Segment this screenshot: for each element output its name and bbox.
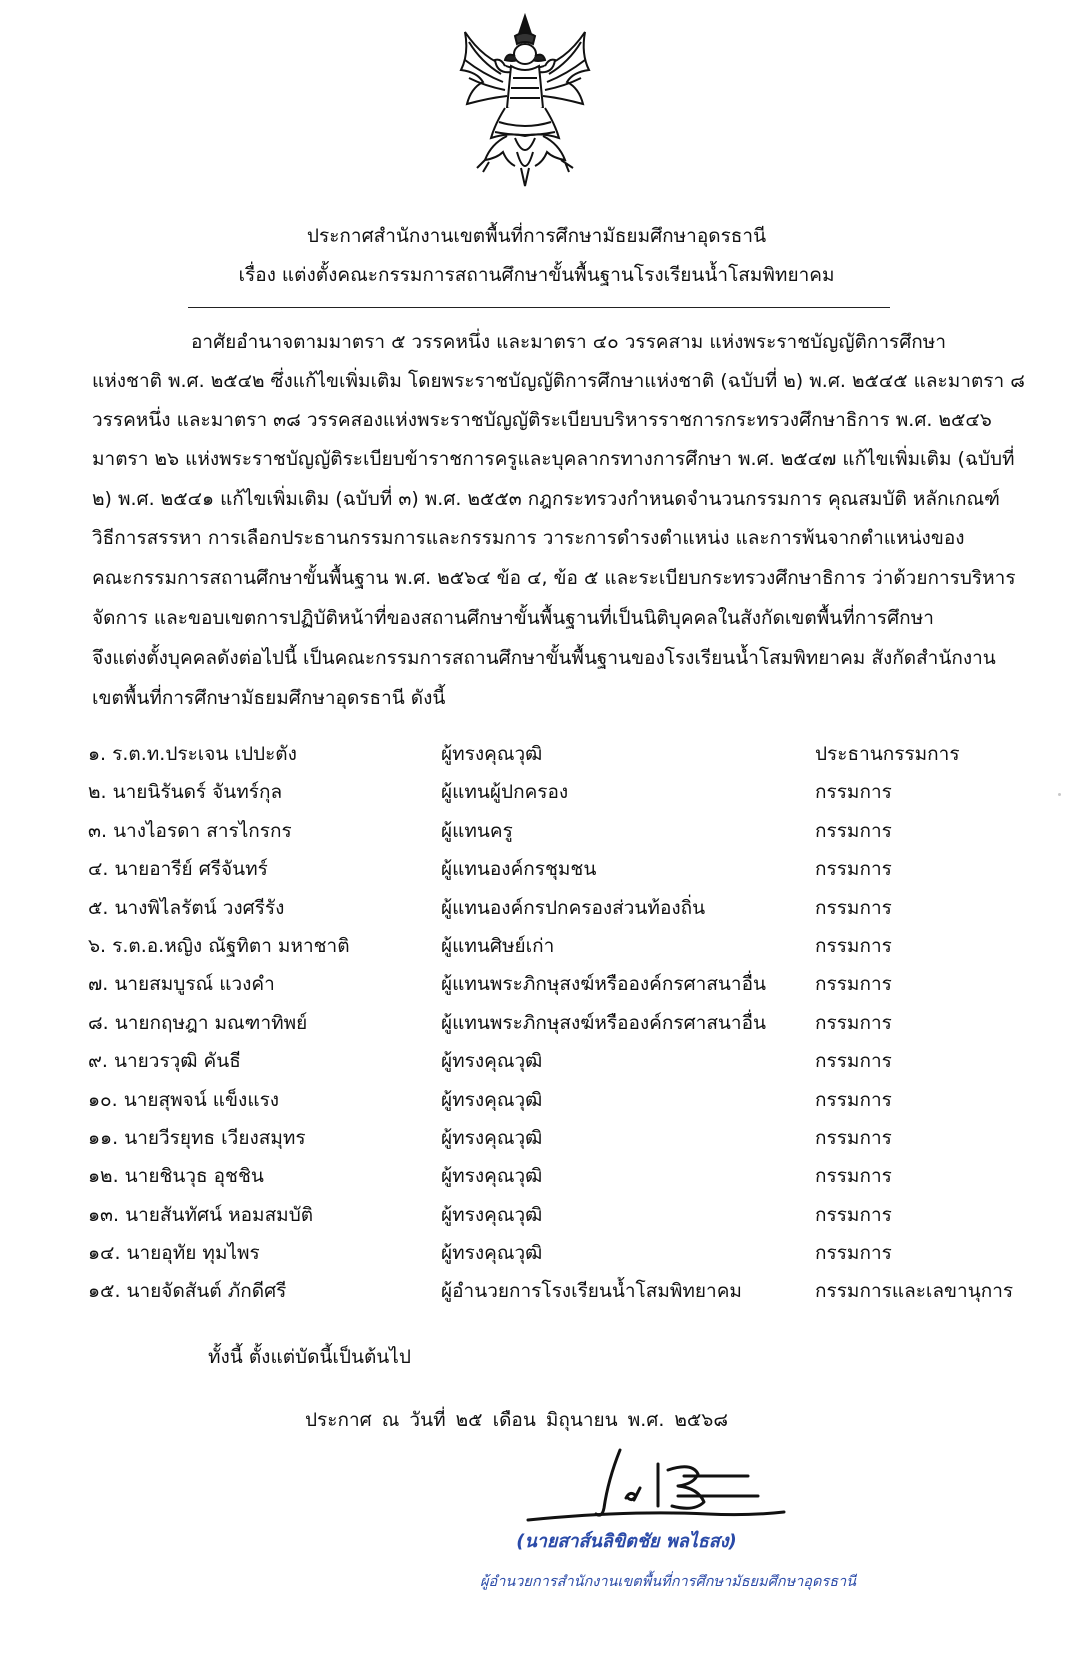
member-name: ๑๕. นายจัดสันต์ ภักดีศรี (88, 1280, 287, 1303)
member-name: ๘. นายกฤษฎา มณฑาทิพย์ (88, 1011, 308, 1034)
member-row (0, 1200, 1073, 1238)
body-line-2: แห่งชาติ พ.ศ. ๒๕๔๒ ซึ่งแก้ไขเพิ่มเติม โดยพระราชบัญญัติการศึกษาแห่งชาติ (ฉบับที่ ๒) พ.ศ. ๒๕๔๕ และมาตรา ๘ (92, 370, 1025, 392)
member-position: กรรมการ (815, 1126, 892, 1149)
handwritten-signature-icon (508, 1440, 808, 1530)
body-line-7: คณะกรรมการสถานศึกษาขั้นพื้นฐาน พ.ศ. ๒๕๖๔ ข้อ ๔, ข้อ ๕ และระเบียบกระทรวงศึกษาธิการ ว่าด้วยการบริหาร (92, 567, 1016, 589)
announcement-date: ประกาศ ณ วันที่ ๒๕ เดือน มิถุนายน พ.ศ. ๒๕๖๘ (305, 1409, 729, 1431)
member-name: ๑๓. นายสันทัศน์ หอมสมบัติ (88, 1203, 314, 1226)
member-position: กรรมการ (815, 934, 892, 957)
member-position: กรรมการ (815, 1203, 892, 1226)
member-row (0, 969, 1073, 1007)
member-row (0, 854, 1073, 892)
member-position: ประธานกรรมการ (815, 743, 960, 765)
member-representation: ผู้แทนพระภิกษุสงฆ์หรือองค์กรศาสนาอื่น (441, 973, 766, 996)
member-name: ๑. ร.ต.ท.ประเจน เปปะตัง (88, 743, 297, 765)
header-divider (188, 307, 890, 308)
member-row (0, 1085, 1073, 1123)
committee-member-list (0, 739, 1073, 1315)
member-name: ๓. นางไอรดา สารไกรกร (88, 819, 292, 842)
member-representation: ผู้ทรงคุณวุฒิ (441, 1203, 543, 1226)
member-position: กรรมการ (815, 1242, 892, 1265)
member-position: กรรมการ (815, 1088, 892, 1111)
member-representation: ผู้ทรงคุณวุฒิ (441, 1242, 543, 1265)
member-representation: ผู้แทนพระภิกษุสงฆ์หรือองค์กรศาสนาอื่น (441, 1011, 766, 1034)
member-representation: ผู้แทนองค์กรชุมชน (441, 858, 597, 881)
member-position: กรรมการ (815, 973, 892, 996)
body-line-5: ๒) พ.ศ. ๒๕๔๑ แก้ไขเพิ่มเติม (ฉบับที่ ๓) พ.ศ. ๒๕๕๓ กฎกระทรวงกำหนดจำนวนกรรมการ คุณสมบัติ หลักเกณฑ์ (92, 488, 1000, 510)
body-line-8: จัดการ และขอบเขตการปฏิบัติหน้าที่ของสถานศึกษาขั้นพื้นฐานที่เป็นนิติบุคคลในสังกัดเขตพื้นที่การศึกษา (92, 607, 934, 629)
member-name: ๑๒. นายชินวุธ อุชชิน (88, 1165, 264, 1188)
member-position: กรรมการ (815, 858, 892, 881)
member-name: ๑๐. นายสุพจน์ แข็งแรง (88, 1088, 280, 1111)
body-line-3: วรรคหนึ่ง และมาตรา ๓๘ วรรคสองแห่งพระราชบัญญัติระเบียบบริหารราชการกระทรวงศึกษาธิการ พ.ศ. ๒๕๔๖ (92, 409, 992, 431)
effective-date-statement: ทั้งนี้ ตั้งแต่บัดนี้เป็นต้นไป (208, 1346, 411, 1368)
member-name: ๖. ร.ต.อ.หญิง ณัฐทิตา มหาชาติ (88, 934, 350, 957)
member-position: กรรมการ (815, 896, 892, 919)
member-row (0, 1046, 1073, 1084)
announcement-subject: เรื่อง แต่งตั้งคณะกรรมการสถานศึกษาขั้นพื้นฐานโรงเรียนน้ำโสมพิทยาคม (238, 264, 835, 286)
member-row (0, 1123, 1073, 1161)
member-representation: ผู้ทรงคุณวุฒิ (441, 1126, 543, 1149)
body-line-10: เขตพื้นที่การศึกษามัธยมศึกษาอุดรธานี ดังนี้ (92, 687, 446, 709)
signer-name: (นายสาส์นลิขิตชัย พลไธสง) (516, 1531, 737, 1552)
scan-speck (1058, 793, 1061, 796)
member-representation: ผู้ทรงคุณวุฒิ (441, 1088, 543, 1111)
garuda-emblem-icon (455, 12, 595, 190)
announcement-title: ประกาศสำนักงานเขตพื้นที่การศึกษามัธยมศึกษาอุดรธานี (306, 225, 767, 247)
member-name: ๙. นายวรวุฒิ คันธี (88, 1050, 241, 1073)
body-line-4: มาตรา ๒๖ แห่งพระราชบัญญัติระเบียบข้าราชการครูและบุคลากรทางการศึกษา พ.ศ. ๒๕๔๗ แก้ไขเพิ่มเติม (ฉบับที่ (92, 448, 1015, 470)
member-name: ๕. นางพิไลรัตน์ วงศรีรัง (88, 896, 285, 919)
signer-title: ผู้อำนวยการสำนักงานเขตพื้นที่การศึกษามัธยมศึกษาอุดรธานี (480, 1574, 857, 1590)
member-name: ๑๔. นายอุทัย ทุมไพร (88, 1242, 260, 1265)
member-name: ๔. นายอารีย์ ศรีจันทร์ (88, 858, 268, 881)
member-row (0, 893, 1073, 931)
member-position: กรรมการ (815, 1165, 892, 1188)
member-position: กรรมการ (815, 781, 892, 804)
body-line-6: วิธีการสรรหา การเลือกประธานกรรมการและกรรมการ วาระการดำรงตำแหน่ง และการพ้นจากตำแหน่งของ (92, 527, 965, 549)
member-position: กรรมการและเลขานุการ (815, 1280, 1014, 1303)
member-position: กรรมการ (815, 1050, 892, 1073)
member-representation: ผู้อำนวยการโรงเรียนน้ำโสมพิทยาคม (441, 1280, 742, 1303)
member-name: ๑๑. นายวีรยุทธ เวียงสมุทร (88, 1126, 306, 1149)
body-line-9: จึงแต่งตั้งบุคคลดังต่อไปนี้ เป็นคณะกรรมการสถานศึกษาขั้นพื้นฐานของโรงเรียนน้ำโสมพิทยาคม สังกัดสำนักงาน (92, 647, 996, 669)
member-row (0, 1008, 1073, 1046)
member-row (0, 739, 1073, 777)
member-row (0, 1238, 1073, 1276)
member-representation: ผู้ทรงคุณวุฒิ (441, 1165, 543, 1188)
body-line-1: อาศัยอำนาจตามมาตรา ๕ วรรคหนึ่ง และมาตรา ๔๐ วรรคสาม แห่งพระราชบัญญัติการศึกษา (191, 331, 946, 353)
member-row (0, 1276, 1073, 1314)
member-row (0, 777, 1073, 815)
member-representation: ผู้แทนครู (441, 819, 513, 842)
member-representation: ผู้แทนศิษย์เก่า (441, 934, 555, 957)
member-row (0, 931, 1073, 969)
member-representation: ผู้แทนผู้ปกครอง (441, 781, 569, 804)
member-representation: ผู้ทรงคุณวุฒิ (441, 1050, 543, 1073)
member-position: กรรมการ (815, 819, 892, 842)
member-row (0, 816, 1073, 854)
member-name: ๒. นายนิรันดร์ จันทร์กุล (88, 781, 283, 804)
member-row (0, 1161, 1073, 1199)
member-name: ๗. นายสมบูรณ์ แวงคำ (88, 973, 275, 996)
member-representation: ผู้แทนองค์กรปกครองส่วนท้องถิ่น (441, 896, 706, 919)
member-position: กรรมการ (815, 1011, 892, 1034)
member-representation: ผู้ทรงคุณวุฒิ (441, 743, 543, 765)
